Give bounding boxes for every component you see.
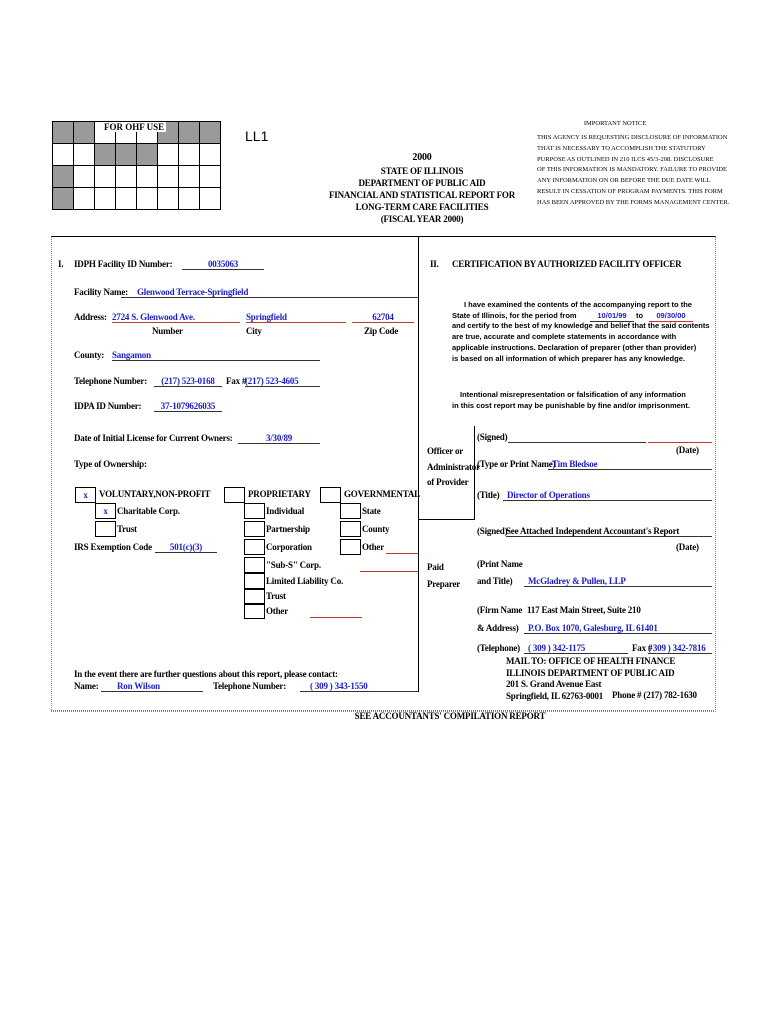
idph-label: IDPH Facility ID Number: bbox=[74, 259, 173, 269]
pother-checkbox[interactable] bbox=[244, 603, 265, 619]
llc-label: Limited Liability Co. bbox=[266, 576, 344, 586]
number-caption: Number bbox=[152, 326, 183, 336]
notice-text: THIS AGENCY IS REQUESTING DISCLOSURE OF INFORMATION THAT IS NECESSARY TO ACCOMPLISH THE STATUTORY PURPOSE AS OUTLINED IN 210 ILCS 45/3-208. DISCLOSURE OF THIS INFORMATION IS MANDATORY. FAILURE TO PROVIDE ANY INFORMATION ON OR BEFORE THE DUE DATE WILL RESULT IN CESSATION OF PROGRAM PAYMENTS. THIS FORM HAS BEEN APPROVED BY THE FORMS MANAGEMENT CENTER. bbox=[537, 134, 730, 206]
subs-other-line bbox=[360, 571, 418, 572]
date2-label: (Date) bbox=[676, 542, 699, 552]
certification-text: I have examined the contents of the accompanying report to the State of Illinois, for the period from 10/01/99 to 09/30/00 and certify to the best of my knowledge and belief that the said contents are true, accurate and complete statements in accordance with applicable instructions. Declaration of preparer (other than provider) is based on all information of which preparer has any knowledge. bbox=[452, 300, 710, 363]
officer-label: Officer or Administrator of Provider bbox=[427, 446, 480, 487]
firm-line1[interactable]: 117 East Main Street, Suite 210 bbox=[527, 605, 641, 615]
corporation-label: Corporation bbox=[266, 542, 312, 552]
county-field[interactable]: Sangamon bbox=[112, 350, 320, 361]
preparer-tel-field[interactable]: ( 309 ) 342-1175 bbox=[524, 643, 628, 654]
section-divider bbox=[418, 237, 419, 692]
facility-name-field[interactable]: Glenwood Terrace-Springfield bbox=[121, 287, 418, 298]
firm-line2-field[interactable]: P.O. Box 1070, Galesburg, IL 61401 bbox=[524, 623, 712, 634]
state-title: STATE OF ILLINOIS bbox=[380, 166, 464, 176]
firm-address-label: & Address) bbox=[477, 623, 519, 633]
facility-type: LONG-TERM CARE FACILITIES bbox=[355, 202, 489, 212]
state-checkbox[interactable] bbox=[340, 503, 361, 519]
contact-name-field[interactable]: Ron Wilson bbox=[101, 681, 203, 692]
period-from-field[interactable]: 10/01/99 bbox=[590, 311, 634, 323]
gother-label: Other bbox=[362, 542, 384, 552]
partnership-label: Partnership bbox=[266, 524, 310, 534]
facility-name-label: Facility Name: bbox=[74, 287, 128, 297]
telephone-field[interactable]: (217) 523-0168 bbox=[154, 376, 222, 387]
city-field[interactable]: Springfield bbox=[246, 312, 346, 323]
zip-caption: Zip Code bbox=[364, 326, 399, 336]
dept-title: DEPARTMENT OF PUBLIC AID bbox=[358, 178, 486, 188]
zip-field[interactable]: 62704 bbox=[352, 312, 414, 323]
county-g-label: County bbox=[362, 524, 390, 534]
ptrust-label: Trust bbox=[266, 591, 286, 601]
ohf-use-grid bbox=[52, 121, 221, 210]
proprietary-label: PROPRIETARY bbox=[248, 489, 311, 499]
section-two-roman: II. bbox=[430, 259, 439, 269]
partnership-checkbox[interactable] bbox=[244, 521, 265, 537]
individual-label: Individual bbox=[266, 506, 305, 516]
address-field[interactable]: 2724 S. Glenwood Ave. bbox=[112, 312, 240, 323]
proprietary-checkbox[interactable] bbox=[224, 487, 245, 503]
preparer-fax-label: Fax # bbox=[632, 643, 653, 653]
trust-label: Trust bbox=[117, 524, 137, 534]
gother-line[interactable] bbox=[386, 553, 418, 554]
voluntary-checkbox[interactable]: x bbox=[75, 487, 96, 503]
report-title: FINANCIAL AND STATISTICAL REPORT FOR bbox=[328, 190, 516, 200]
notice-title: IMPORTANT NOTICE bbox=[583, 120, 647, 127]
firm-label: (Firm Name bbox=[477, 605, 523, 615]
signed-label: (Signed) bbox=[477, 432, 508, 442]
irs-field[interactable]: 501(c)(3) bbox=[155, 542, 217, 553]
officer-title-field[interactable]: Director of Operations bbox=[503, 490, 712, 501]
state-label: State bbox=[362, 506, 381, 516]
city-caption: City bbox=[246, 326, 262, 336]
llc-checkbox[interactable] bbox=[244, 573, 265, 589]
contact-name-label: Name: bbox=[74, 681, 99, 691]
governmental-checkbox[interactable] bbox=[320, 487, 341, 503]
signed2-label: (Signed) bbox=[477, 526, 508, 536]
mail-to-block: MAIL TO: OFFICE OF HEALTH FINANCE ILLINOIS DEPARTMENT OF PUBLIC AID 201 S. Grand Avenue East Springfield, IL 62763-0001 bbox=[506, 656, 676, 701]
period-to-field[interactable]: 09/30/00 bbox=[649, 311, 693, 323]
officer-box-bottom bbox=[418, 519, 475, 520]
officer-name-field[interactable]: Tim Bledsoe bbox=[548, 459, 712, 470]
pother-line[interactable] bbox=[310, 617, 362, 618]
signature-line[interactable] bbox=[508, 442, 646, 443]
preparer-signature-field[interactable]: See Attached Independent Accountant's Report bbox=[506, 526, 712, 537]
contact-tel-field[interactable]: ( 309 ) 343-1550 bbox=[300, 681, 418, 692]
preparer-fax-field[interactable]: ( 309 ) 342-7816 bbox=[648, 643, 712, 654]
address-label: Address: bbox=[74, 312, 107, 322]
date-label: (Date) bbox=[676, 445, 699, 455]
fax-field[interactable]: (217) 523-4605 bbox=[245, 376, 320, 387]
title-label: (Title) bbox=[477, 490, 500, 500]
ownership-label: Type of Ownership: bbox=[74, 459, 147, 469]
paid-preparer-label: Paid Preparer bbox=[427, 562, 461, 589]
form-code: LL1 bbox=[245, 128, 269, 144]
preparer-tel-label: (Telephone) bbox=[477, 643, 520, 653]
fiscal-year: (FISCAL YEAR 2000) bbox=[380, 214, 464, 224]
warning-text: Intentional misrepresentation or falsification of any information in this cost report may be punishable by fine and/or imprisonment. bbox=[452, 390, 690, 410]
fax-label: Fax # bbox=[226, 376, 247, 386]
gother-checkbox[interactable] bbox=[340, 539, 361, 555]
footer-note: SEE ACCOUNTANTS' COMPILATION REPORT bbox=[354, 711, 546, 721]
corporation-checkbox[interactable] bbox=[244, 539, 265, 555]
and-title-label: and Title) bbox=[477, 576, 513, 586]
irs-label: IRS Exemption Code bbox=[74, 542, 152, 552]
subs-checkbox[interactable] bbox=[244, 557, 265, 573]
idpa-label: IDPA ID Number: bbox=[74, 401, 142, 411]
individual-checkbox[interactable] bbox=[244, 503, 265, 519]
trust-checkbox[interactable] bbox=[95, 521, 116, 537]
idpa-field[interactable]: 37-1079626035 bbox=[154, 401, 222, 412]
pother-label: Other bbox=[266, 606, 288, 616]
governmental-label: GOVERNMENTAL bbox=[344, 489, 420, 499]
section-one-roman: I. bbox=[58, 259, 64, 269]
ohf-use-label: FOR OHF USE bbox=[104, 122, 165, 132]
county-checkbox[interactable] bbox=[340, 521, 361, 537]
telephone-label: Telephone Number: bbox=[74, 376, 148, 386]
mail-phone: Phone # (217) 782-1630 bbox=[612, 690, 697, 700]
preparer-name-field[interactable]: McGladrey & Pullen, LLP bbox=[524, 576, 712, 587]
print-name-label: (Print Name bbox=[477, 559, 523, 569]
type-print-label: (Type or Print Name) bbox=[477, 459, 556, 469]
report-year: 2000 bbox=[412, 152, 432, 163]
voluntary-label: VOLUNTARY,NON-PROFIT bbox=[99, 489, 211, 499]
subs-label: "Sub-S" Corp. bbox=[266, 560, 321, 570]
charitable-label: Charitable Corp. bbox=[117, 506, 180, 516]
license-label: Date of Initial License for Current Owners: bbox=[74, 433, 233, 443]
signature-date-line[interactable] bbox=[648, 442, 712, 443]
contact-line: In the event there are further questions about this report, please contact: bbox=[74, 669, 338, 679]
charitable-checkbox[interactable]: x bbox=[95, 503, 116, 519]
contact-tel-label: Telephone Number: bbox=[213, 681, 287, 691]
idph-field[interactable]: 0035063 bbox=[182, 259, 264, 270]
license-date-field[interactable]: 3/30/89 bbox=[238, 433, 320, 444]
certification-heading: CERTIFICATION BY AUTHORIZED FACILITY OFFICER bbox=[452, 259, 682, 269]
county-label: County: bbox=[74, 350, 105, 360]
